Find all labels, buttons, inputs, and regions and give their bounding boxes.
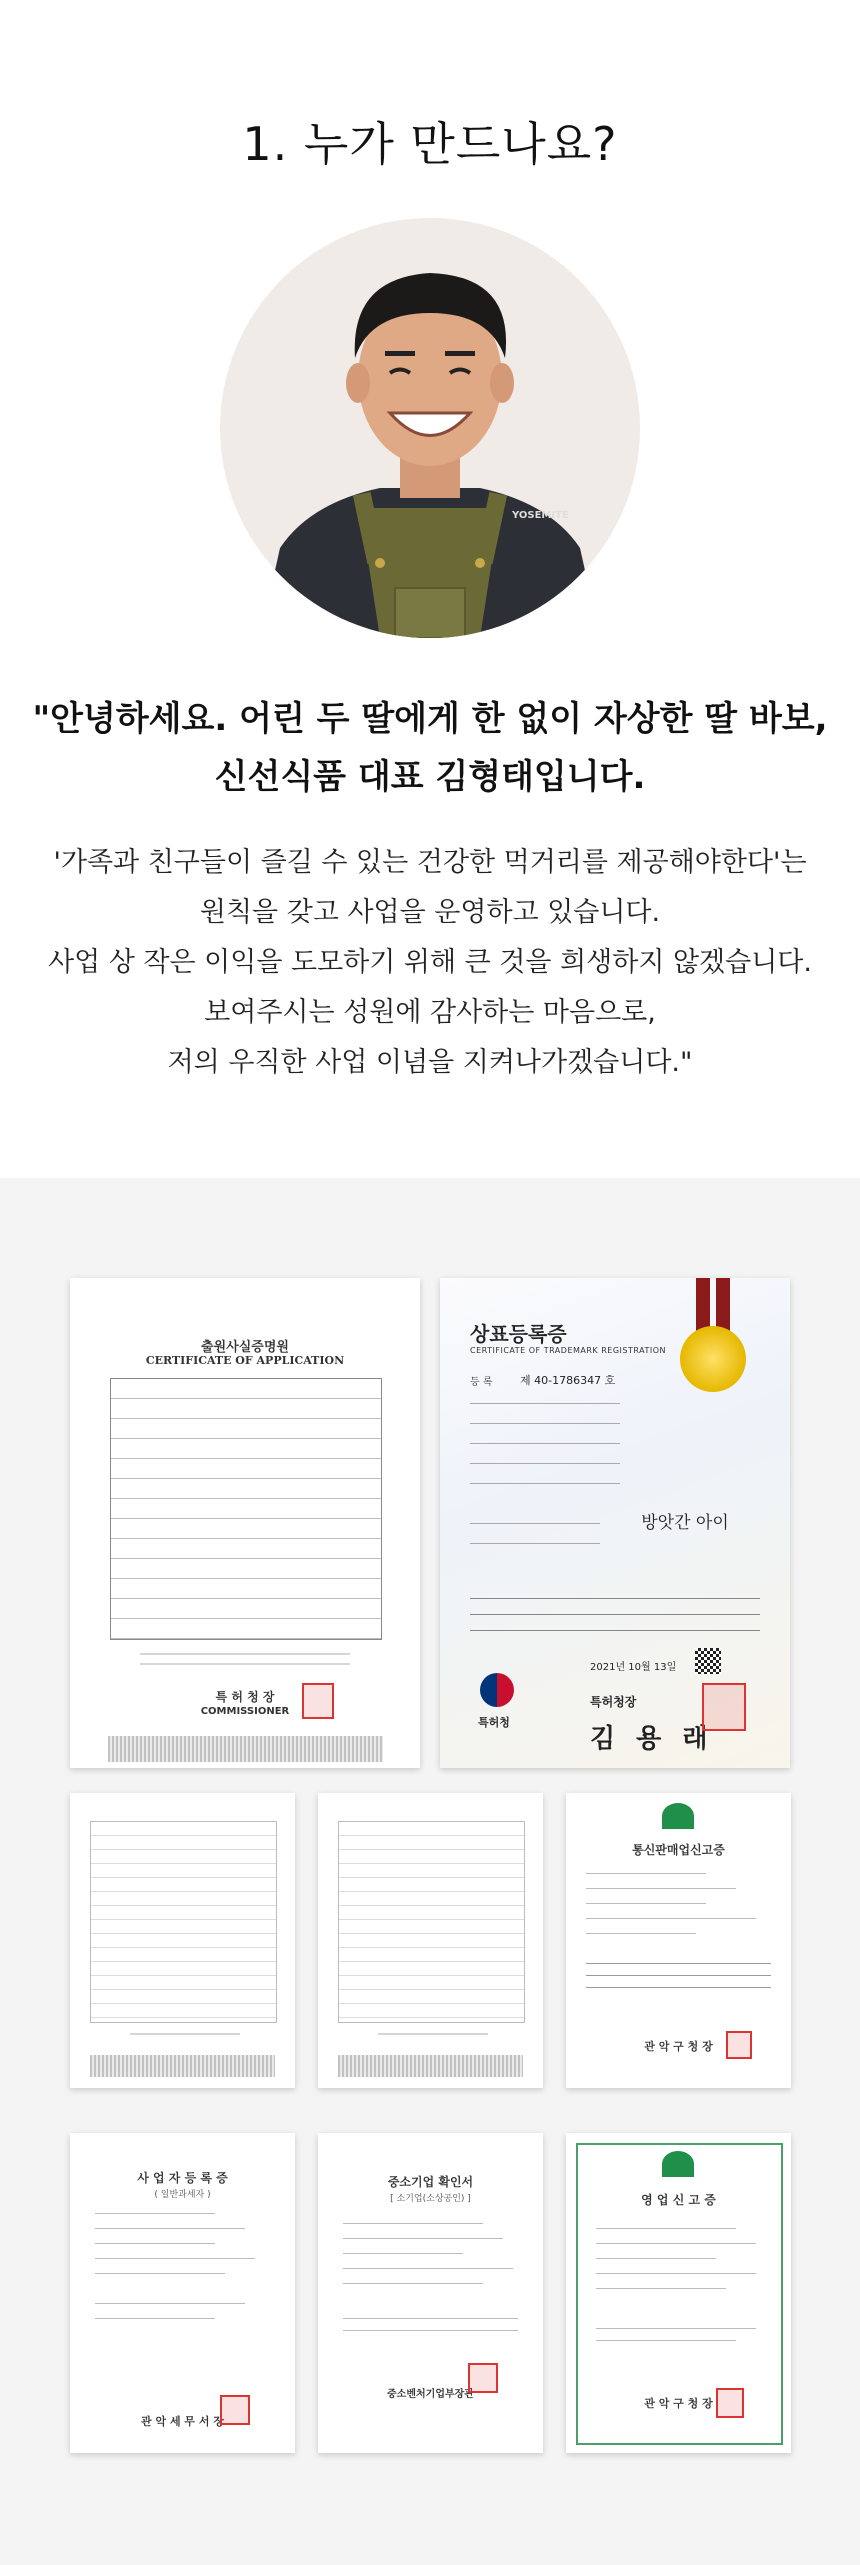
official-seal bbox=[726, 2031, 752, 2059]
application-certificate bbox=[70, 1278, 420, 1768]
trademark-reg-number: 제 40-1786347 호 bbox=[520, 1374, 616, 1387]
korea-ip-logo bbox=[480, 1673, 514, 1707]
sme-certificate bbox=[318, 2133, 543, 2453]
official-seal bbox=[302, 1683, 334, 1719]
ceo-photo bbox=[220, 218, 640, 638]
message-line: 원칙을 갖고 사업을 운영하고 있습니다. bbox=[199, 897, 661, 928]
ceo-quote bbox=[0, 690, 860, 806]
gwanak-logo bbox=[662, 2151, 694, 2177]
application-title-en: CERTIFICATE OF APPLICATION bbox=[145, 1354, 345, 1367]
official-seal bbox=[702, 1683, 746, 1731]
message-line: 보여주시는 성원에 감사하는 마음으로, bbox=[204, 997, 656, 1028]
official-seal bbox=[716, 2388, 744, 2418]
application-issuer: 특 허 청 장 bbox=[215, 1690, 275, 1704]
inspection-report-1 bbox=[70, 1793, 295, 2088]
message-line: 저의 우직한 사업 이념을 지켜나가겠습니다." bbox=[167, 1047, 693, 1078]
certificates-section bbox=[0, 1178, 860, 2565]
sme-issuer: 중소벤처기업부장관 bbox=[387, 2389, 474, 2400]
business-report-issuer: 관 악 구 청 장 bbox=[644, 2397, 713, 2410]
mail-order-title: 통신판매업신고증 bbox=[632, 1843, 725, 1857]
official-seal bbox=[220, 2395, 250, 2425]
gwanak-logo bbox=[662, 1803, 694, 1829]
business-report-certificate bbox=[566, 2133, 791, 2453]
message-line: '가족과 친구들이 즐길 수 있는 건강한 먹거리를 제공해야한다'는 bbox=[53, 847, 807, 878]
sme-title: 중소기업 확인서 bbox=[387, 2175, 474, 2189]
gold-medal bbox=[680, 1326, 746, 1392]
business-registration bbox=[70, 2133, 295, 2453]
mail-order-certificate bbox=[566, 1793, 791, 2088]
business-subtitle: ( 일반과세자 ) bbox=[154, 2190, 211, 2200]
message-line: 사업 상 작은 이익을 도모하기 위해 큰 것을 희생하지 않겠습니다. bbox=[48, 947, 812, 978]
business-title: 사 업 자 등 록 증 bbox=[137, 2171, 228, 2185]
business-report-title: 영 업 신 고 증 bbox=[641, 2193, 716, 2207]
trademark-title: 상표등록증 bbox=[470, 1322, 567, 1346]
official-seal bbox=[468, 2363, 498, 2393]
ceo-message bbox=[0, 838, 860, 1088]
trademark-certificate: 상표등록증 CERTIFICATE OF TRADEMARK REGISTRATION 등 록 제 40-1786347 호 방앗간 아이 특허청 2021년 10월 13일 특허청장 김 용 래 bbox=[440, 1278, 790, 1768]
qr-code bbox=[695, 1648, 721, 1674]
trademark-office-head: 특허청장 bbox=[590, 1695, 637, 1709]
section-heading: 1. 누가 만드나요? bbox=[242, 117, 618, 171]
trademark-title-en: CERTIFICATE OF TRADEMARK REGISTRATION bbox=[470, 1346, 666, 1355]
business-issuer: 관 악 세 무 서 장 bbox=[141, 2415, 224, 2428]
apron-brand-text: YOSEMITE bbox=[512, 510, 569, 521]
trademark-mark: 방앗간 아이 bbox=[641, 1513, 729, 1533]
quote-line: 신선식품 대표 김형태입니다. bbox=[214, 757, 646, 797]
trademark-date: 2021년 10월 13일 bbox=[590, 1662, 677, 1673]
signature: 김 용 래 bbox=[590, 1724, 714, 1754]
mail-order-issuer: 관 악 구 청 장 bbox=[644, 2040, 713, 2053]
agency-name: 특허청 bbox=[478, 1716, 510, 1729]
application-title-ko: 출원사실증명원 bbox=[201, 1340, 289, 1355]
application-issuer-en: COMMISSIONER bbox=[200, 1706, 290, 1717]
inspection-report-2 bbox=[318, 1793, 543, 2088]
quote-line: "안녕하세요. 어린 두 딸에게 한 없이 자상한 딸 바보, bbox=[32, 699, 828, 739]
sme-subtitle: [ 소기업(소상공인) ] bbox=[390, 2194, 471, 2204]
